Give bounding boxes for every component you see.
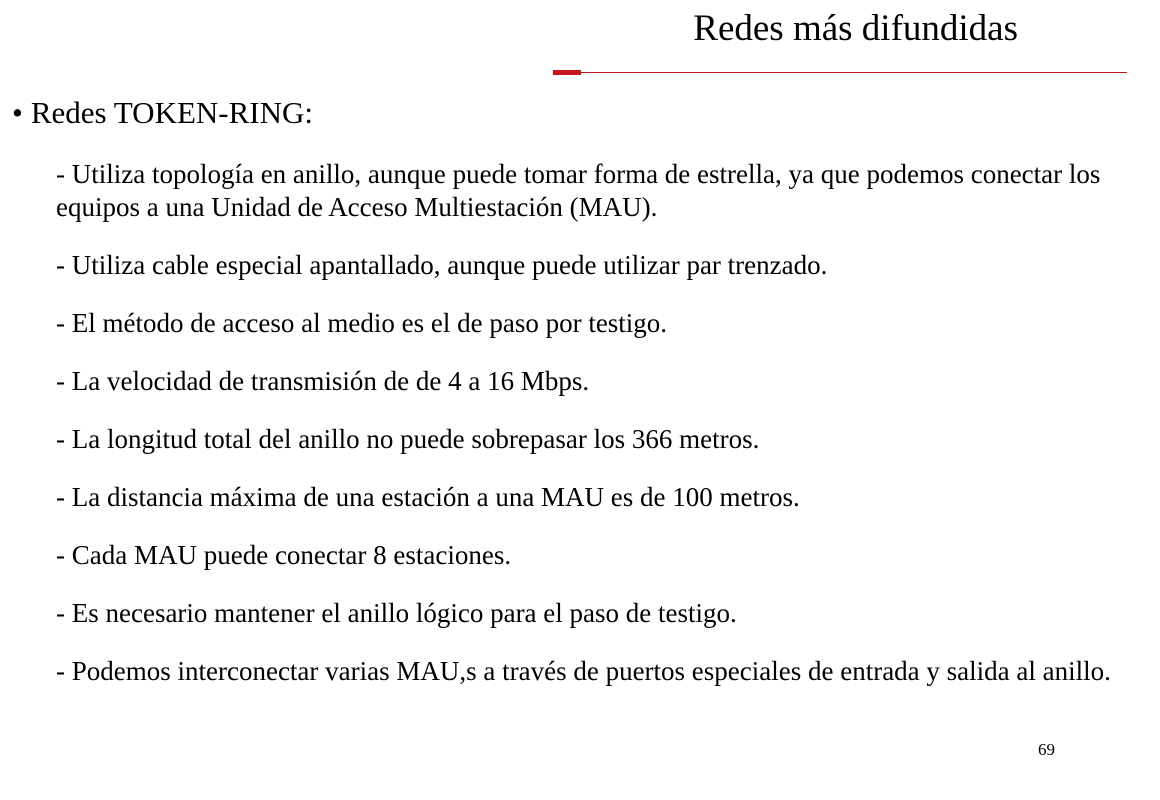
- title-underline-accent: [553, 70, 581, 75]
- list-item: - Es necesario mantener el anillo lógico para el paso de testigo.: [56, 598, 737, 628]
- list-item: - El método de acceso al medio es el de paso por testigo.: [56, 308, 668, 338]
- bullet-heading-text: Redes TOKEN-RING:: [30, 95, 313, 130]
- page-number: 69: [1038, 740, 1055, 759]
- title-underline: [555, 72, 1127, 73]
- list-item: - Podemos interconectar varias MAU,s a través de puertos especiales de entrada y salida al anillo.: [56, 656, 1111, 686]
- slide-title: Redes más difundidas: [693, 8, 1018, 49]
- list-item: - La longitud total del anillo no puede sobrepasar los 366 metros.: [56, 424, 760, 454]
- list-item: - Utiliza topología en anillo, aunque puede tomar forma de estrella, ya que podemos conectar los equipos a una Unidad de Acceso Multiestación (MAU).: [56, 159, 1101, 222]
- list-item: - La velocidad de transmisión de de 4 a 16 Mbps.: [56, 366, 590, 396]
- list-item: - La distancia máxima de una estación a una MAU es de 100 metros.: [56, 482, 800, 512]
- bullet-heading: [12, 94, 313, 132]
- bullet-icon: •: [12, 95, 23, 130]
- list-item: - Utiliza cable especial apantallado, aunque puede utilizar par trenzado.: [56, 250, 828, 280]
- bullet-sublist: [56, 158, 1146, 713]
- list-item: - Cada MAU puede conectar 8 estaciones.: [56, 540, 512, 570]
